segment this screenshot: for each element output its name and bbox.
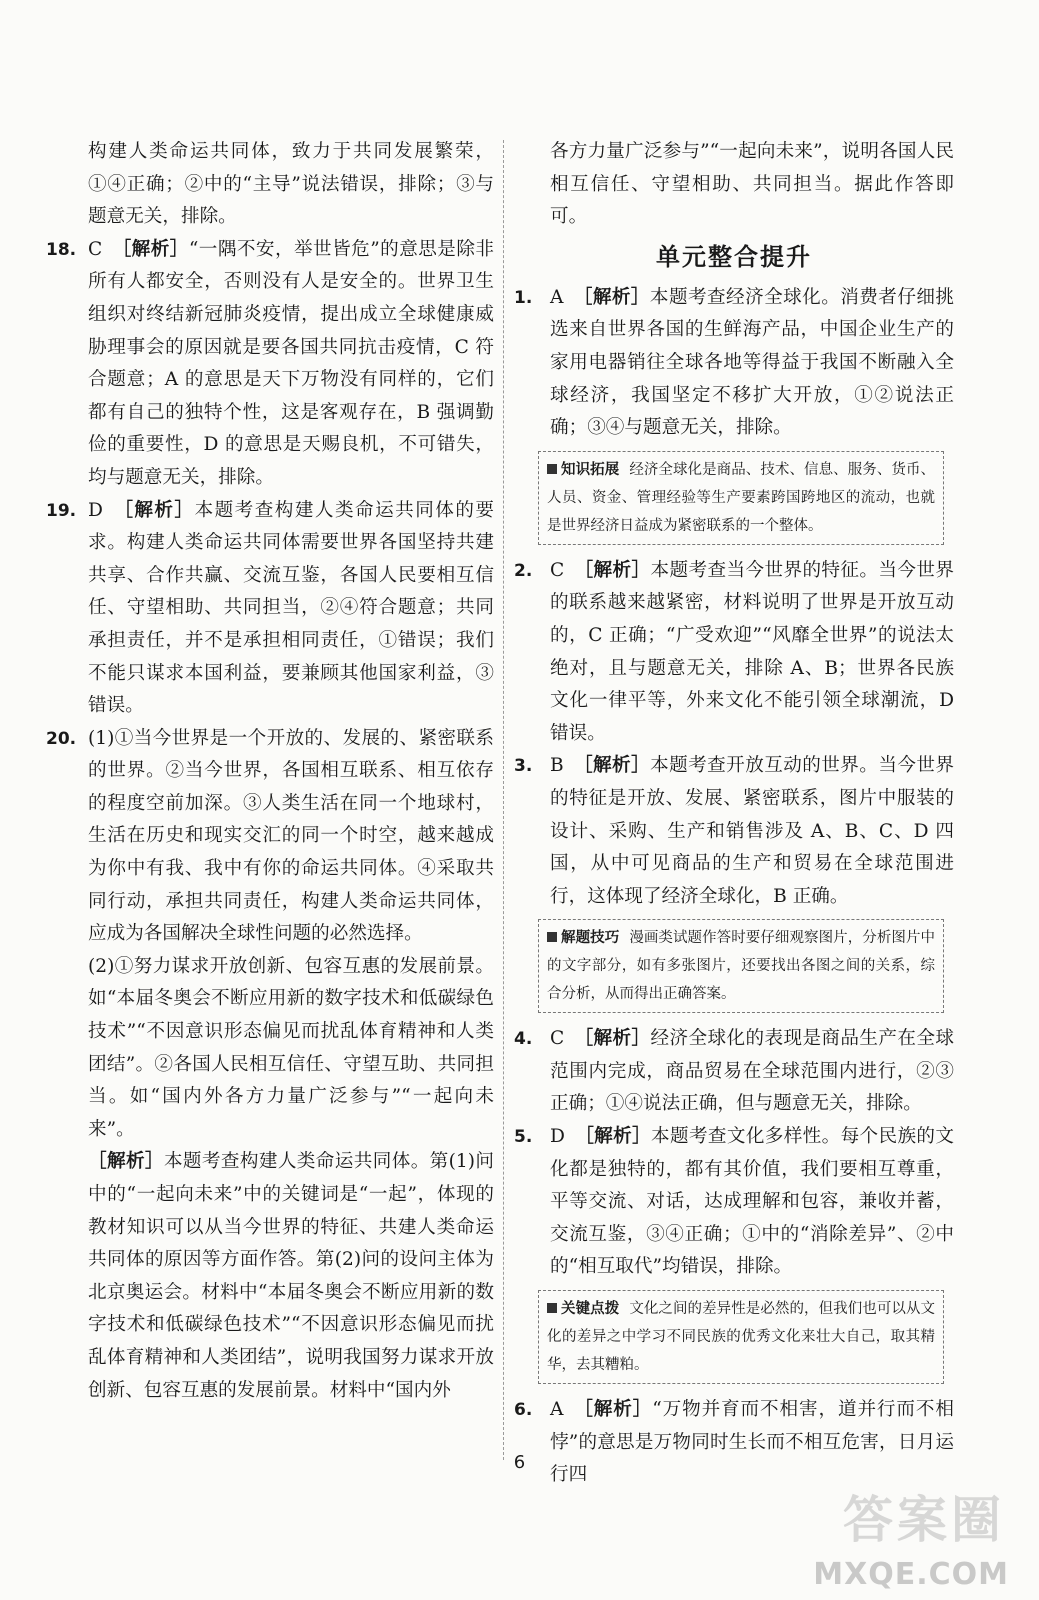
question-number: 4. — [514, 1029, 533, 1050]
question-3 — [514, 750, 954, 913]
answer-letter: D — [88, 499, 103, 521]
question-number: 20. — [46, 728, 77, 749]
answer-part-2: (2)①努力谋求开放创新、包容互惠的发展前景。如“本届冬奥会不断应用新的数字技术和低碳绿色技术”“不因意识形态偏见而扰乱体育精神和人类团结”。②各国人民相互信任、守望互助、共同担当。如“国内外各方力量广泛参与”“一起向未来”。 — [88, 955, 494, 1140]
question-1 — [514, 282, 954, 445]
analysis-tag: ［解析］ — [573, 286, 650, 308]
analysis-text: 本题考查文化多样性。每个民族的文化都是独特的，都有其价值，我们要相互尊重，平等交流、对话，达成理解和包容，兼收并蓄，交流互鉴，③④正确；①中的“消除差异”、②中的“相互取代”均错误，排除。 — [550, 1126, 954, 1278]
question-19 — [46, 495, 494, 723]
tip-text: 漫画类试题作答时要仔细观察图片，分析图片中的文字部分，如有多张图片，还要找出各图之间的关系，综合分析，从而得出正确答案。 — [547, 930, 936, 1003]
question-number: 18. — [46, 239, 77, 260]
question-5 — [514, 1121, 954, 1284]
analysis-tag: ［解析］ — [574, 755, 651, 777]
left-column — [46, 136, 494, 1407]
square-bullet-icon — [547, 1303, 557, 1313]
analysis-tag: ［解析］ — [112, 238, 189, 260]
tip-text: 文化之间的差异性是必然的，但我们也可以从文化的差异之中学习不同民族的优秀文化来壮大自己，取其精华，去其糟粕。 — [547, 1301, 936, 1374]
tip-box-knowledge — [538, 451, 944, 545]
question-20 — [46, 723, 494, 951]
continuation-text: 构建人类命运共同体，致力于共同发展繁荣，①④正确；②中的“主导”说法错误，排除；③与题意无关，排除。 — [88, 141, 494, 228]
question-2 — [514, 555, 954, 751]
answer-part-1: (1)①当今世界是一个开放的、发展的、紧密联系的世界。②当今世界，各国相互联系、相互依存的程度空前加深。③人类生活在同一个地球村，生活在历史和现实交汇的同一个时空，越来越成为你中有我、我中有你的命运共同体。④采取共同行动，承担共同责任，构建人类命运共同体，应成为各国解决全球性问题的必然选择。 — [88, 727, 494, 945]
tip-label: 关键点拨 — [547, 1301, 619, 1317]
continuation-text: 各方力量广泛参与”“一起向未来”，说明各国人民相互信任、守望相助、共同担当。据此作答即可。 — [550, 141, 954, 228]
tip-box-technique — [538, 919, 944, 1013]
section-title: 单元整合提升 — [656, 242, 812, 271]
analysis-text: 本题考查当今世界的特征。当今世界的联系越来越紧密，材料说明了世界是开放互动的，C 正确；“广受欢迎”“风靡全世界”的说法太绝对，且与题意无关，排除 A、B；世界各民族文化一律平等，外来文化不能引领全球潮流，D 错误。 — [550, 559, 954, 744]
question-18 — [46, 234, 494, 495]
answer-letter: C — [550, 559, 565, 581]
analysis-tag: ［解析］ — [575, 1126, 652, 1148]
analysis-tag: ［解析］ — [574, 1028, 651, 1050]
analysis-paragraph — [52, 1146, 494, 1407]
column-divider — [503, 140, 504, 1460]
tip-text: 经济全球化是商品、技术、信息、服务、货币、人员、资金、管理经验等生产要素跨国跨地区的流动，也就是世界经济日益成为紧密联系的一个整体。 — [547, 461, 936, 534]
question-number: 19. — [46, 500, 77, 521]
tip-label: 知识拓展 — [547, 462, 619, 478]
answer-letter: C — [88, 238, 103, 260]
analysis-text: “万物并育而不相害，道并行而不相悖”的意思是万物同时生长而不相互危害，日月运行四 — [550, 1399, 954, 1486]
page-number: 6 — [513, 1452, 526, 1473]
question-number: 2. — [514, 560, 533, 581]
right-column — [514, 136, 954, 1492]
answer-letter: D — [550, 1126, 565, 1148]
tip-box-key-point — [538, 1290, 944, 1384]
question-number: 6. — [514, 1400, 533, 1421]
analysis-text: 本题考查经济全球化。消费者仔细挑选来自世界各国的生鲜海产品，中国企业生产的家用电器销往全球各地等得益于我国不断融入全球经济，我国坚定不移扩大开放，①②说法正确；③④与题意无关，排除。 — [550, 286, 954, 439]
question-number: 1. — [514, 287, 533, 308]
question-number: 5. — [514, 1127, 533, 1148]
analysis-tag: ［解析］ — [114, 499, 195, 521]
answer-letter: A — [550, 1399, 564, 1421]
question-4 — [514, 1023, 954, 1121]
question-number: 3. — [514, 756, 533, 777]
analysis-tag: ［解析］ — [574, 1399, 653, 1421]
tip-label: 解题技巧 — [547, 930, 619, 946]
watermark-url: MXQE.COM — [813, 1557, 1009, 1592]
answer-letter: B — [550, 755, 564, 777]
watermark — [813, 1472, 1017, 1592]
analysis-text: 经济全球化的表现是商品生产在全球范围内完成，商品贸易在全球范围内进行，②③正确；①④说法正确，但与题意无关，排除。 — [550, 1028, 954, 1115]
answer-letter: C — [550, 1028, 565, 1050]
square-bullet-icon — [547, 464, 557, 474]
analysis-tag: ［解析］ — [88, 1151, 164, 1173]
answer-letter: A — [550, 286, 564, 308]
analysis-text: 本题考查开放互动的世界。当今世界的特征是开放、发展、紧密联系，图片中服装的设计、采购、生产和销售涉及 A、B、C、D 四国，从中可见商品的生产和贸易在全球范围进行，这体现了经济全球化，B 正确。 — [550, 755, 954, 907]
analysis-text: “一隅不安，举世皆危”的意思是除非所有人都安全，否则没有人是安全的。世界卫生组织对终结新冠肺炎疫情，提出成立全球健康威胁理事会的原因就是要各国共同抗击疫情，C 符合题意；A 的意思是天下万物没有同样的，它们都有自己的独特个性，这是客观存在，B 强调勤俭的重要性，D 的意思是天赐良机，不可错失，均与题意无关，排除。 — [88, 238, 494, 488]
analysis-text: 本题考查构建人类命运共同体。第(1)问中的“一起向未来”中的关键词是“一起”，体现的教材知识可以从当今世界的特征、共建人类命运共同体的原因等方面作答。第(2)问的设问主体为北京奥运会。材料中“本届冬奥会不断应用新的数字技术和低碳绿色技术”“不因意识形态偏见而扰乱体育精神和人类团结”，说明我国努力谋求开放创新、包容互惠的发展前景。材料中“国内外 — [88, 1151, 494, 1401]
watermark-logo-text: 答案圈 — [843, 1491, 1005, 1549]
analysis-text: 本题考查构建人类命运共同体的要求。构建人类命运共同体需要世界各国坚持共建共享、合作共赢、交流互鉴，各国人民要相互信任、守望相助、共同担当，②④符合题意；共同承担责任，并不是承担相同责任，①错误；我们不能只谋求本国利益，要兼顾其他国家利益，③错误。 — [88, 499, 494, 717]
square-bullet-icon — [547, 932, 557, 942]
analysis-tag: ［解析］ — [574, 559, 651, 581]
